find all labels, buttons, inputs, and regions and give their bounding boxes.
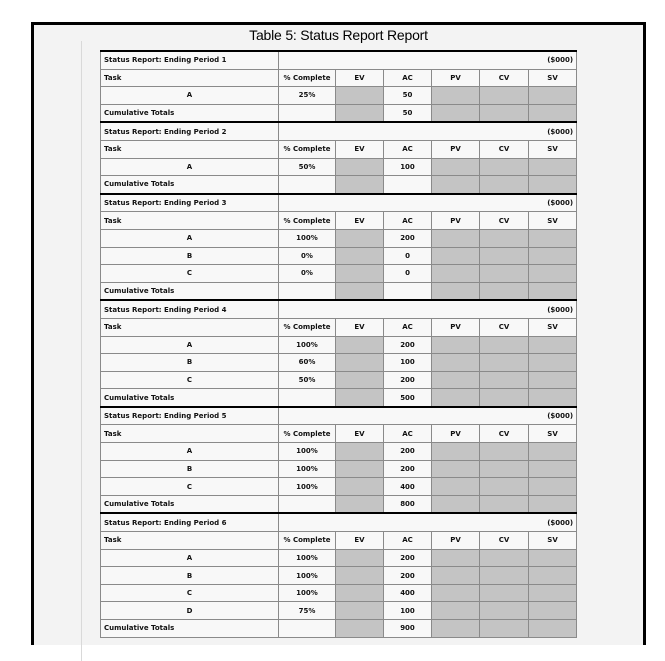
cumulative-ev (336, 389, 384, 407)
pv-cell (432, 336, 480, 354)
period-title: Status Report: Ending Period 3 (101, 194, 279, 212)
cumulative-totals-row (101, 176, 577, 194)
column-header-ev: EV (336, 425, 384, 443)
column-header-ac: AC (384, 140, 432, 158)
ac-cell: 0 (384, 247, 432, 265)
cv-cell (480, 265, 529, 283)
ev-cell (336, 354, 384, 372)
cumulative-sv (529, 176, 577, 194)
pv-cell (432, 229, 480, 247)
ev-cell (336, 602, 384, 620)
sv-cell (529, 602, 577, 620)
period-header-row (101, 194, 577, 212)
cumulative-pct (279, 495, 336, 513)
percent-complete: 0% (279, 265, 336, 283)
column-header-cv: CV (480, 532, 529, 550)
column-header-task: Task (101, 212, 279, 230)
task-row (101, 336, 577, 354)
percent-complete: 100% (279, 229, 336, 247)
column-header-row (101, 140, 577, 158)
column-header-cv: CV (480, 69, 529, 87)
units-label: ($000) (279, 194, 577, 212)
cumulative-pct (279, 282, 336, 300)
cumulative-ac (384, 176, 432, 194)
column-header-sv: SV (529, 140, 577, 158)
pv-cell (432, 460, 480, 478)
period-title: Status Report: Ending Period 1 (101, 51, 279, 69)
cumulative-pv (432, 620, 480, 638)
percent-complete: 100% (279, 478, 336, 496)
ac-cell: 50 (384, 87, 432, 105)
cumulative-pct (279, 176, 336, 194)
task-row (101, 354, 577, 372)
pv-cell (432, 443, 480, 461)
percent-complete: 100% (279, 584, 336, 602)
column-header-row (101, 318, 577, 336)
task-name: A (101, 87, 279, 105)
cumulative-pv (432, 282, 480, 300)
pv-cell (432, 354, 480, 372)
column-header-ac: AC (384, 532, 432, 550)
ev-cell (336, 478, 384, 496)
ac-cell: 200 (384, 443, 432, 461)
task-row (101, 478, 577, 496)
pv-cell (432, 158, 480, 176)
task-row (101, 549, 577, 567)
task-row (101, 87, 577, 105)
percent-complete: 100% (279, 460, 336, 478)
column-header-pv: PV (432, 69, 480, 87)
cv-cell (480, 371, 529, 389)
column-header-ac: AC (384, 212, 432, 230)
column-header-ev: EV (336, 140, 384, 158)
column-header-sv: SV (529, 425, 577, 443)
percent-complete: 100% (279, 567, 336, 585)
column-header-sv: SV (529, 532, 577, 550)
sv-cell (529, 549, 577, 567)
ac-cell: 100 (384, 602, 432, 620)
cv-cell (480, 158, 529, 176)
task-row (101, 371, 577, 389)
pv-cell (432, 602, 480, 620)
units-label: ($000) (279, 300, 577, 318)
cumulative-pv (432, 389, 480, 407)
column-header-ev: EV (336, 212, 384, 230)
task-name: D (101, 602, 279, 620)
percent-complete: 50% (279, 158, 336, 176)
cumulative-ac: 900 (384, 620, 432, 638)
sv-cell (529, 371, 577, 389)
ac-cell: 100 (384, 354, 432, 372)
task-name: A (101, 158, 279, 176)
sv-cell (529, 460, 577, 478)
column-header-pct: % Complete (279, 69, 336, 87)
column-header-sv: SV (529, 69, 577, 87)
column-header-pv: PV (432, 425, 480, 443)
table-title: Table 5: Status Report Report (249, 27, 428, 43)
cv-cell (480, 567, 529, 585)
page-margin-line (81, 41, 82, 661)
cumulative-ev (336, 104, 384, 122)
cv-cell (480, 336, 529, 354)
cumulative-cv (480, 104, 529, 122)
cumulative-cv (480, 389, 529, 407)
percent-complete: 100% (279, 336, 336, 354)
pv-cell (432, 567, 480, 585)
column-header-ev: EV (336, 318, 384, 336)
cumulative-sv (529, 104, 577, 122)
task-name: C (101, 478, 279, 496)
ac-cell: 200 (384, 229, 432, 247)
sv-cell (529, 584, 577, 602)
sv-cell (529, 567, 577, 585)
sv-cell (529, 247, 577, 265)
ac-cell: 0 (384, 265, 432, 283)
task-name: B (101, 247, 279, 265)
ac-cell: 200 (384, 567, 432, 585)
column-header-pct: % Complete (279, 318, 336, 336)
percent-complete: 100% (279, 549, 336, 567)
pv-cell (432, 371, 480, 389)
column-header-task: Task (101, 69, 279, 87)
column-header-cv: CV (480, 318, 529, 336)
cumulative-cv (480, 495, 529, 513)
column-header-task: Task (101, 532, 279, 550)
task-name: C (101, 371, 279, 389)
column-header-ac: AC (384, 69, 432, 87)
pv-cell (432, 265, 480, 283)
task-name: A (101, 443, 279, 461)
units-label: ($000) (279, 407, 577, 425)
ev-cell (336, 584, 384, 602)
ev-cell (336, 229, 384, 247)
ac-cell: 400 (384, 478, 432, 496)
task-row (101, 567, 577, 585)
task-name: B (101, 460, 279, 478)
task-row (101, 265, 577, 283)
cumulative-pv (432, 495, 480, 513)
period-header-row (101, 51, 577, 69)
ac-cell: 100 (384, 158, 432, 176)
ev-cell (336, 265, 384, 283)
pv-cell (432, 478, 480, 496)
cv-cell (480, 602, 529, 620)
cumulative-totals-row (101, 495, 577, 513)
units-label: ($000) (279, 51, 577, 69)
units-label: ($000) (279, 122, 577, 140)
cv-cell (480, 354, 529, 372)
period-header-row (101, 300, 577, 318)
cumulative-totals-row (101, 282, 577, 300)
pv-cell (432, 549, 480, 567)
ev-cell (336, 158, 384, 176)
sv-cell (529, 478, 577, 496)
cumulative-ev (336, 495, 384, 513)
cumulative-pv (432, 104, 480, 122)
cumulative-totals-row (101, 389, 577, 407)
cumulative-pct (279, 389, 336, 407)
cumulative-sv (529, 495, 577, 513)
cv-cell (480, 549, 529, 567)
task-name: A (101, 549, 279, 567)
percent-complete: 25% (279, 87, 336, 105)
sv-cell (529, 443, 577, 461)
column-header-pct: % Complete (279, 212, 336, 230)
cumulative-cv (480, 282, 529, 300)
ev-cell (336, 247, 384, 265)
ac-cell: 200 (384, 371, 432, 389)
percent-complete: 50% (279, 371, 336, 389)
ev-cell (336, 336, 384, 354)
sv-cell (529, 354, 577, 372)
task-name: C (101, 265, 279, 283)
cumulative-pv (432, 176, 480, 194)
cumulative-pct (279, 620, 336, 638)
column-header-sv: SV (529, 318, 577, 336)
task-name: B (101, 567, 279, 585)
cumulative-sv (529, 389, 577, 407)
column-header-task: Task (101, 140, 279, 158)
cumulative-ac: 800 (384, 495, 432, 513)
period-title: Status Report: Ending Period 5 (101, 407, 279, 425)
cumulative-cv (480, 176, 529, 194)
cv-cell (480, 478, 529, 496)
column-header-ac: AC (384, 318, 432, 336)
ac-cell: 200 (384, 549, 432, 567)
task-row (101, 443, 577, 461)
cumulative-ac (384, 282, 432, 300)
cv-cell (480, 460, 529, 478)
task-name: A (101, 336, 279, 354)
cumulative-ev (336, 176, 384, 194)
sv-cell (529, 158, 577, 176)
cumulative-label: Cumulative Totals (101, 104, 279, 122)
cumulative-label: Cumulative Totals (101, 282, 279, 300)
cumulative-cv (480, 620, 529, 638)
cumulative-label: Cumulative Totals (101, 389, 279, 407)
report-body (101, 51, 577, 637)
cumulative-totals-row (101, 104, 577, 122)
column-header-pct: % Complete (279, 425, 336, 443)
status-report-table (100, 50, 577, 638)
ev-cell (336, 87, 384, 105)
cv-cell (480, 87, 529, 105)
cumulative-ac: 500 (384, 389, 432, 407)
task-row (101, 460, 577, 478)
pv-cell (432, 584, 480, 602)
cv-cell (480, 443, 529, 461)
cumulative-totals-row (101, 620, 577, 638)
period-header-row (101, 407, 577, 425)
cv-cell (480, 584, 529, 602)
cumulative-pct (279, 104, 336, 122)
column-header-ac: AC (384, 425, 432, 443)
column-header-task: Task (101, 318, 279, 336)
percent-complete: 60% (279, 354, 336, 372)
period-header-row (101, 122, 577, 140)
period-title: Status Report: Ending Period 2 (101, 122, 279, 140)
sv-cell (529, 229, 577, 247)
pv-cell (432, 87, 480, 105)
column-header-cv: CV (480, 212, 529, 230)
column-header-row (101, 425, 577, 443)
ev-cell (336, 567, 384, 585)
ev-cell (336, 443, 384, 461)
task-row (101, 158, 577, 176)
column-header-pv: PV (432, 532, 480, 550)
cv-cell (480, 247, 529, 265)
period-title: Status Report: Ending Period 6 (101, 513, 279, 531)
column-header-row (101, 532, 577, 550)
task-name: B (101, 354, 279, 372)
cumulative-ac: 50 (384, 104, 432, 122)
column-header-pct: % Complete (279, 532, 336, 550)
cumulative-label: Cumulative Totals (101, 495, 279, 513)
task-name: A (101, 229, 279, 247)
ac-cell: 200 (384, 336, 432, 354)
ev-cell (336, 371, 384, 389)
task-name: C (101, 584, 279, 602)
units-label: ($000) (279, 513, 577, 531)
cv-cell (480, 229, 529, 247)
percent-complete: 75% (279, 602, 336, 620)
column-header-pv: PV (432, 140, 480, 158)
task-row (101, 247, 577, 265)
ev-cell (336, 549, 384, 567)
sv-cell (529, 265, 577, 283)
document-page (31, 22, 646, 645)
cumulative-sv (529, 282, 577, 300)
column-header-cv: CV (480, 140, 529, 158)
column-header-sv: SV (529, 212, 577, 230)
period-header-row (101, 513, 577, 531)
cumulative-ev (336, 282, 384, 300)
cumulative-label: Cumulative Totals (101, 620, 279, 638)
task-row (101, 602, 577, 620)
column-header-ev: EV (336, 532, 384, 550)
ac-cell: 200 (384, 460, 432, 478)
column-header-task: Task (101, 425, 279, 443)
column-header-pv: PV (432, 318, 480, 336)
percent-complete: 0% (279, 247, 336, 265)
task-row (101, 229, 577, 247)
cumulative-label: Cumulative Totals (101, 176, 279, 194)
column-header-cv: CV (480, 425, 529, 443)
task-row (101, 584, 577, 602)
ac-cell: 400 (384, 584, 432, 602)
pv-cell (432, 247, 480, 265)
cumulative-ev (336, 620, 384, 638)
column-header-pv: PV (432, 212, 480, 230)
period-title: Status Report: Ending Period 4 (101, 300, 279, 318)
cumulative-sv (529, 620, 577, 638)
column-header-pct: % Complete (279, 140, 336, 158)
sv-cell (529, 87, 577, 105)
sv-cell (529, 336, 577, 354)
column-header-ev: EV (336, 69, 384, 87)
ev-cell (336, 460, 384, 478)
column-header-row (101, 212, 577, 230)
percent-complete: 100% (279, 443, 336, 461)
column-header-row (101, 69, 577, 87)
